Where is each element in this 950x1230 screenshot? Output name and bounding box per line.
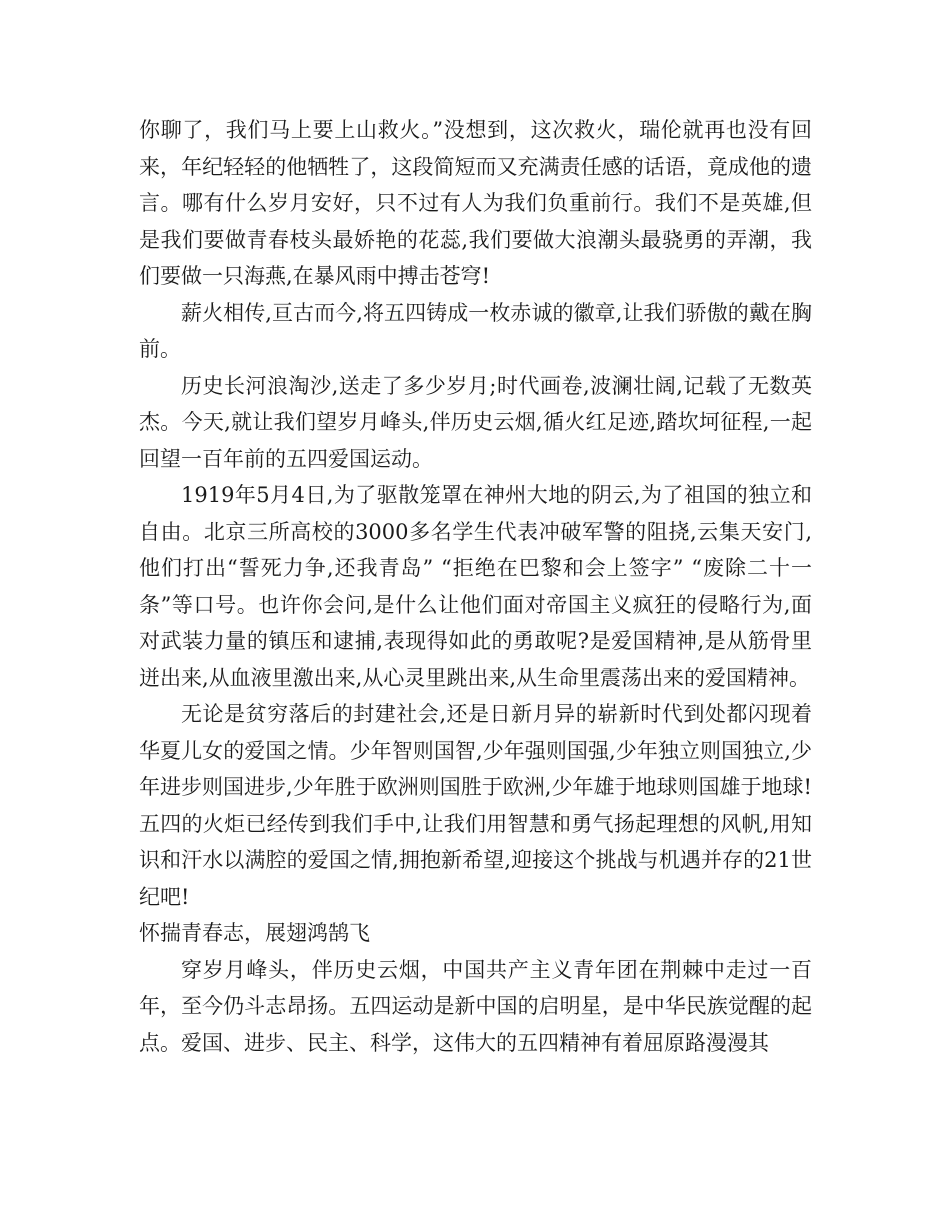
paragraph-history: 历史长河浪淘沙,送走了多少岁月;时代画卷,波澜壮阔,记载了无数英杰。今天,就让我们望岁月峰头,伴历史云烟,循火红足迹,踏坎坷征程,一起回望一百年前的五四爱国运动。 <box>139 373 812 471</box>
paragraph-continued: 你聊了，我们马上要上山救火。”没想到，这次救火，瑞伦就再也没有回来，年纪轻轻的他牺牲了，这段简短而又充满责任感的话语，竟成他的遗言。哪有什么岁月安好，只不过有人为我们负重前行。我们不是英雄,但是我们要做青春枝头最娇艳的花蕊,我们要做大浪潮头最骁勇的弄潮，我们要做一只海燕,在暴风雨中搏击苍穹! <box>139 118 812 288</box>
section-heading: 怀揣青春志，展翅鸿鹄飞 <box>139 921 370 945</box>
paragraph-1919: 1919年5月4日,为了驱散笼罩在神州大地的阴云,为了祖国的独立和自由。北京三所高校的3000多名学生代表冲破军警的阻挠,云集天安门,他们打出“誓死力争,还我青岛” “拒绝在巴黎和会上签字” “废除二十一条”等口号。也许你会问,是什么让他们面对帝国主义疯狂的侵略行为,面对武装力量的镇压和逮捕,表现得如此的勇敢呢?是爱国精神,是从筋骨里迸出来,从血液里激出来,从心灵里跳出来,从生命里震荡出来的爱国精神。 <box>139 483 812 690</box>
paragraph-torch: 薪火相传,亘古而今,将五四铸成一枚赤诚的徽章,让我们骄傲的戴在胸前。 <box>139 300 812 361</box>
document-body <box>139 112 812 1061</box>
paragraph-youth-league: 穿岁月峰头，伴历史云烟，中国共产主义青年团在荆棘中走过一百年，至今仍斗志昂扬。五四运动是新中国的启明星，是中华民族觉醒的起点。爱国、进步、民主、科学，这伟大的五四精神有着屈原路漫漫其 <box>139 957 812 1055</box>
paragraph-patriotism: 无论是贫穷落后的封建社会,还是日新月异的崭新时代到处都闪现着华夏儿女的爱国之情。少年智则国智,少年强则国强,少年独立则国独立,少年进步则国进步,少年胜于欧洲则国胜于欧洲,少年雄于地球则国雄于地球!五四的火炬已经传到我们手中,让我们用智慧和勇气扬起理想的风帆,用知识和汗水以满腔的爱国之情,拥抱新希望,迎接这个挑战与机遇并存的21世纪吧! <box>139 702 812 909</box>
